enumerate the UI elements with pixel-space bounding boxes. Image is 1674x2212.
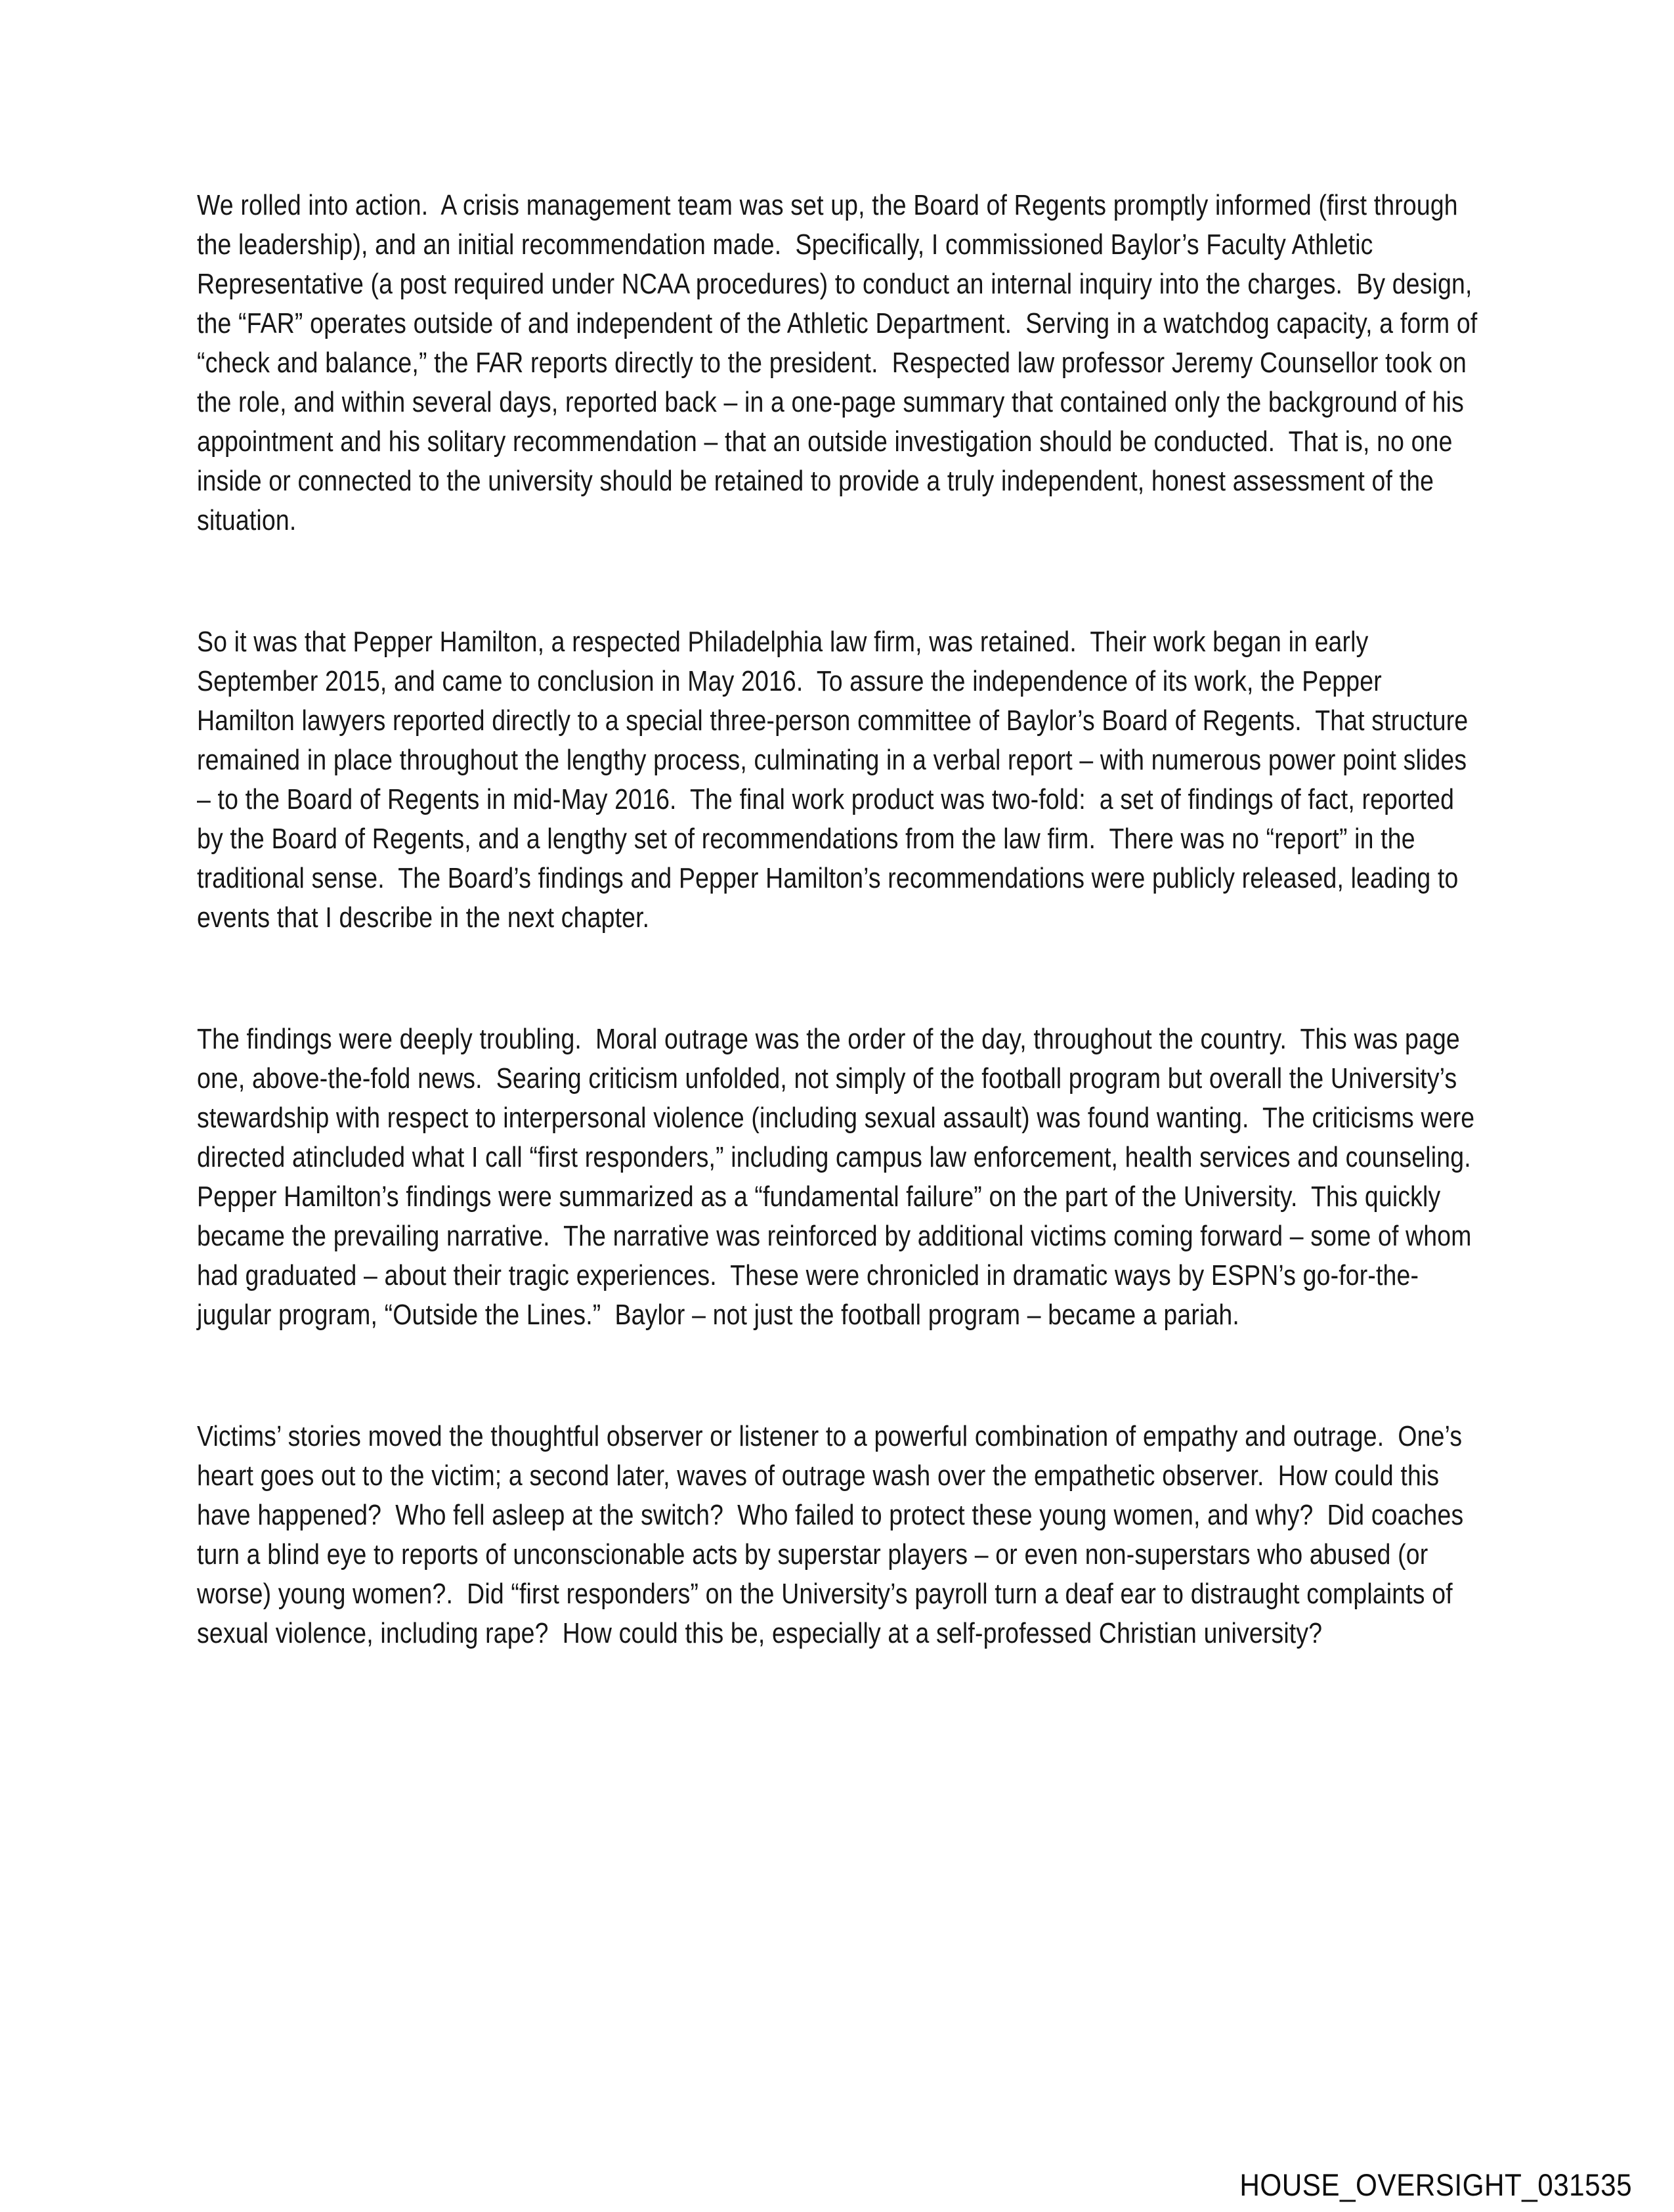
document-body xyxy=(197,186,1485,1653)
paragraph-4: Victims’ stories moved the thoughtful observer or listener to a powerful combination of empathy and outrage. One’s heart goes out to the victim; a second later, waves of outrage wash over the empathetic observer. How could this have happened? Who fell asleep at the switch? Who failed to protect these young women, and why? Did coaches turn a blind eye to reports of unconscionable acts by superstar players – or even non-superstars who abused (or worse) young women?. Did “first responders” on the University’s payroll turn a deaf ear to distraught complaints of sexual violence, including rape? How could this be, especially at a self-professed Christian university? xyxy=(197,1420,1470,1649)
paragraph-1: We rolled into action. A crisis management team was set up, the Board of Regents promptly informed (first through the leadership), and an initial recommendation made. Specifically, I commissioned Baylor’s Faculty Athletic Representative (a post required under NCAA procedures) to conduct an internal inquiry into the charges. By design, the “FAR” operates outside of and independent of the Athletic Department. Serving in a watchdog capacity, a form of “check and balance,” the FAR reports directly to the president. Respected law professor Jeremy Counsellor took on the role, and within several days, reported back – in a one-page summary that contained only the background of his appointment and his solitary recommendation – that an outside investigation should be conducted. That is, no one inside or connected to the university should be retained to provide a truly independent, honest assessment of the situation. xyxy=(197,189,1484,536)
bates-stamp: HOUSE_OVERSIGHT_031535 xyxy=(1239,2167,1632,2202)
paragraph-2: So it was that Pepper Hamilton, a respected Philadelphia law firm, was retained. Their work began in early September 2015, and came to conclusion in May 2016. To assure the independence of its work, the Pepper Hamilton lawyers reported directly to a special three-person committee of Baylor’s Board of Regents. That structure remained in place throughout the lengthy process, culminating in a verbal report – with numerous power point slides – to the Board of Regents in mid-May 2016. The final work product was two-fold: a set of findings of fact, reported by the Board of Regents, and a lengthy set of recommendations from the law firm. There was no “report” in the traditional sense. The Board’s findings and Pepper Hamilton’s recommendations were publicly released, leading to events that I describe in the next chapter. xyxy=(197,626,1475,934)
paragraph-3: The findings were deeply troubling. Moral outrage was the order of the day, throughout the country. This was page one, above-the-fold news. Searing criticism unfolded, not simply of the football program but overall the University’s stewardship with respect to interpersonal violence (including sexual assault) was found wanting. The criticisms were directed atincluded what I call “first responders,” including campus law enforcement, health services and counseling. Pepper Hamilton’s findings were summarized as a “fundamental failure” on the part of the University. This quickly became the prevailing narrative. The narrative was reinforced by additional victims coming forward – some of whom had graduated – about their tragic experiences. These were chronicled in dramatic ways by ESPN’s go-for-the-jugular program, “Outside the Lines.” Baylor – not just the football program – became a pariah. xyxy=(197,1023,1485,1331)
